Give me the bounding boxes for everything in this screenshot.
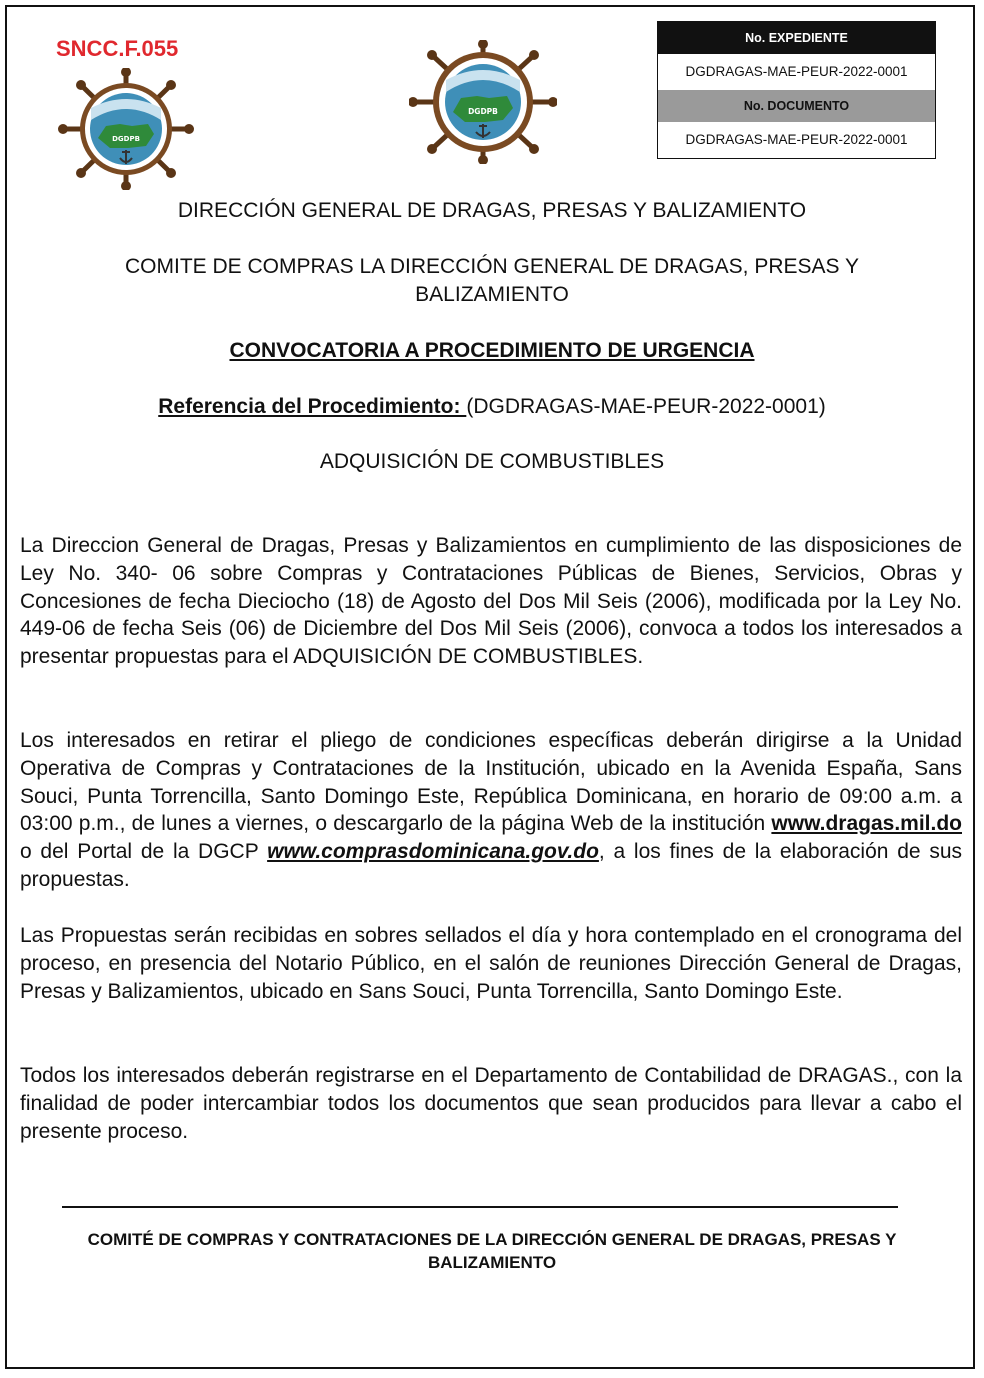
signature-line (62, 1206, 898, 1208)
paragraph-1: La Direccion General de Dragas, Presas y Balizamientos en cumplimiento de las disposiciones de Ley No. 340- 06 sobre Compras y Contrataciones Públicas de Bienes, Servicios, Obras y Concesiones de fecha Dieciocho (18) de Agosto del Dos Mil Seis (2006), modificada por la Ley No. 449-06 de fecha Seis (06) de Diciembre del Dos Mil Seis (2006), convoca a todos los interesados a presentar propuestas para el ADQUISICIÓN DE COMBUSTIBLES. (20, 534, 962, 669)
committee-heading (40, 253, 944, 309)
paragraph-2-text-c: , a los fines de la elaboración de sus propuestas. (20, 840, 962, 891)
documento-value: DGDRAGAS-MAE-PEUR-2022-0001 (685, 132, 908, 147)
committee-footer-line1: COMITÉ DE COMPRAS Y CONTRATACIONES DE LA DIRECCIÓN GENERAL DE DRAGAS, PRESAS Y (87, 1230, 897, 1249)
committee-heading-line2: BALIZAMIENTO (415, 283, 569, 306)
svg-text:DGDPB: DGDPB (468, 107, 498, 116)
reference-label: Referencia del Procedimiento: (158, 395, 467, 418)
paragraph-2 (20, 727, 962, 894)
documento-label: No. DOCUMENTO (658, 90, 935, 122)
committee-footer-line2: BALIZAMIENTO (427, 1253, 557, 1272)
institution-heading: DIRECCIÓN GENERAL DE DRAGAS, PRESAS Y BALIZAMIENTO (177, 199, 807, 222)
paragraph-2-text-a: Los interesados en retirar el pliego de condiciones específicas deberán dirigirse a la Unidad Operativa de Compras y Contrataciones de la Institución, ubicado en la Avenida España, Sans Souci, Punta Torrencilla, Santo Domingo Este, República Dominicana, en horario de 09:00 a.m. a 03:00 p.m., de lunes a viernes, o descargarlo de la página Web de la institución (20, 729, 962, 836)
expediente-box (657, 21, 936, 159)
expediente-label: No. EXPEDIENTE (658, 22, 935, 54)
svg-text:DGDPB: DGDPB (112, 135, 140, 143)
ship-wheel-logo-left (58, 68, 194, 190)
dragas-website-link[interactable]: www.dragas.mil.do (771, 812, 962, 836)
committee-footer (30, 1228, 954, 1274)
paragraph-4: Todos los interesados deberán registrarse en el Departamento de Contabilidad de DRAGAS., con la finalidad de poder intercambiar todos los documentos que sean producidos para llevar a cabo el presente proceso. (20, 1064, 962, 1143)
expediente-value: DGDRAGAS-MAE-PEUR-2022-0001 (685, 64, 908, 79)
document-title: CONVOCATORIA A PROCEDIMIENTO DE URGENCIA (229, 339, 755, 362)
paragraph-3: Las Propuestas serán recibidas en sobres sellados el día y hora contemplado en el cronograma del proceso, en presencia del Notario Público, en el salón de reuniones Dirección General de Dragas, Presas y Balizamientos, ubicado en Sans Souci, Punta Torrencilla, Santo Domingo Este. (20, 924, 962, 1003)
procedure-reference (40, 393, 944, 421)
ship-wheel-logo-center (409, 40, 557, 164)
committee-heading-line1: COMITE DE COMPRAS LA DIRECCIÓN GENERAL DE DRAGAS, PRESAS Y (125, 255, 859, 278)
paragraph-2-text-b: o del Portal de la DGCP (20, 840, 268, 864)
procurement-subject: ADQUISICIÓN DE COMBUSTIBLES (319, 450, 665, 473)
dgcp-portal-link[interactable]: www.comprasdominicana.gov.do (267, 840, 599, 864)
reference-value: (DGDRAGAS-MAE-PEUR-2022-0001) (466, 395, 826, 418)
form-code: SNCC.F.055 (56, 36, 179, 61)
